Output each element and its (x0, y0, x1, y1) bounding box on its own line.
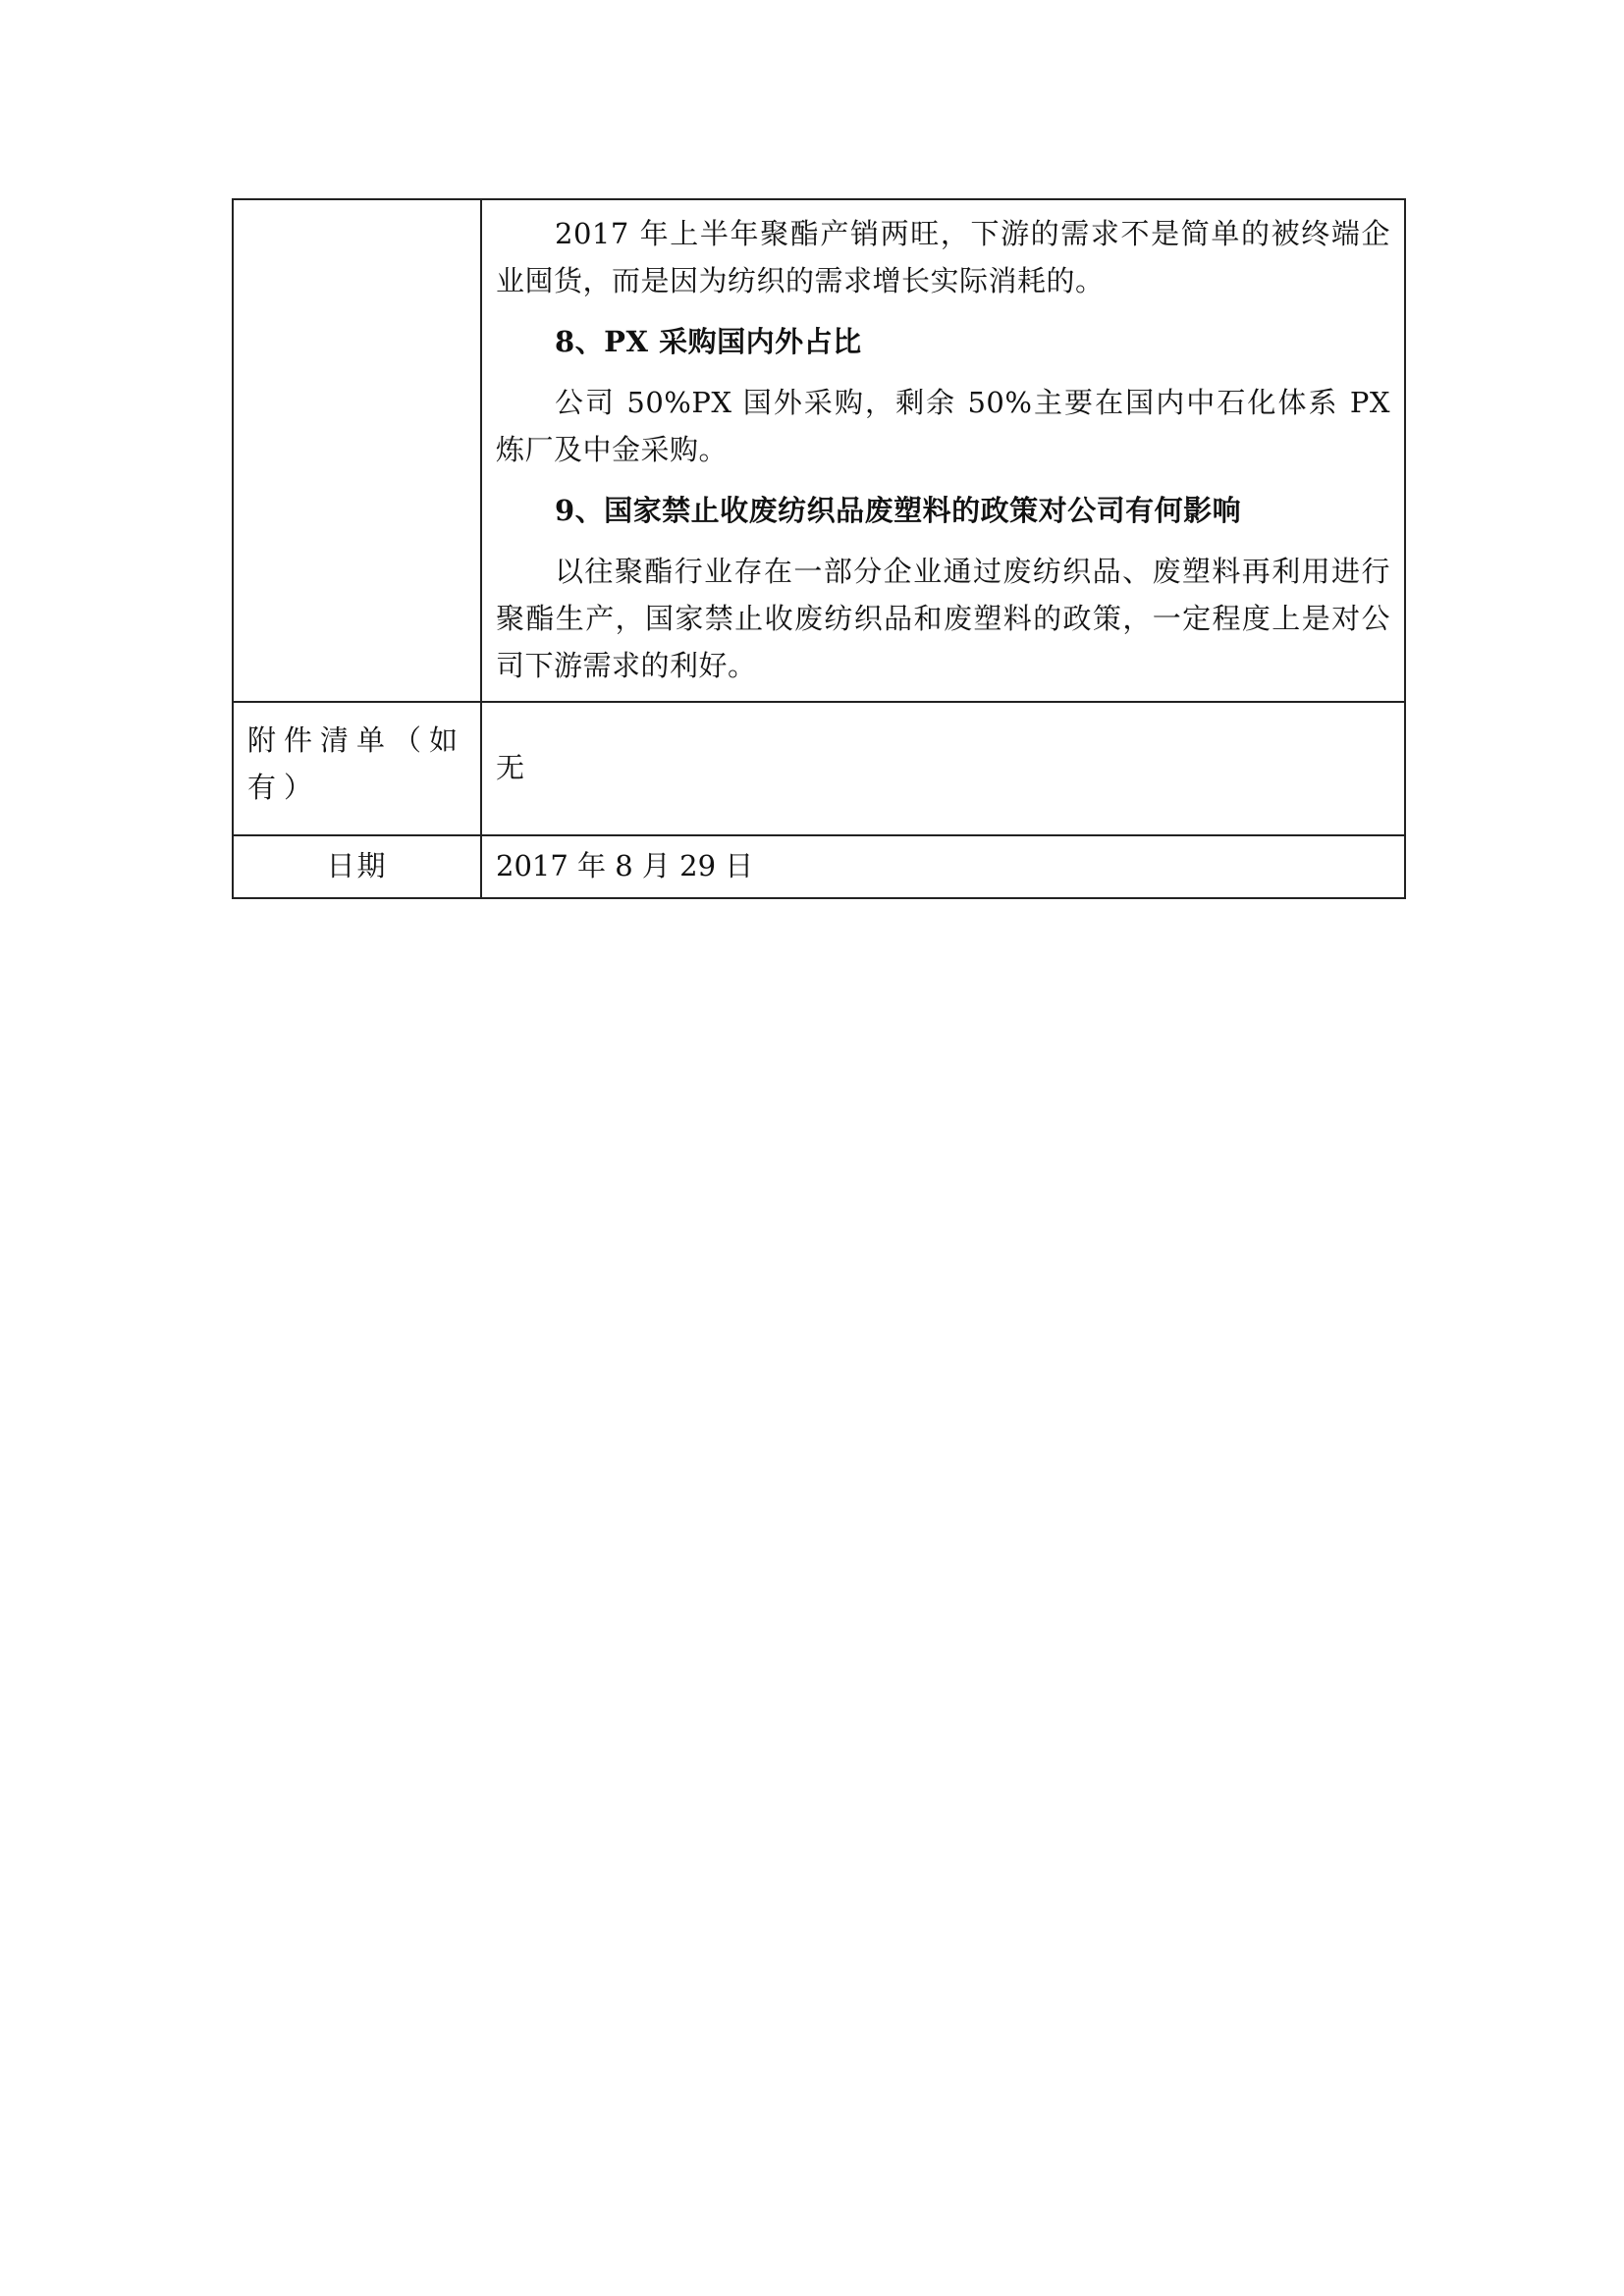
content-row (233, 199, 1405, 702)
paragraph-waste-policy: 以往聚酯行业存在一部分企业通过废纺织品、废塑料再利用进行聚酯生产，国家禁止收废纺织品和废塑料的政策，一定程度上是对公司下游需求的利好。 (496, 555, 1390, 682)
date-value: 2017 年 8 月 29 日 (481, 835, 1405, 898)
heading-px-sourcing: 8、PX 采购国内外占比 (555, 325, 862, 358)
attachments-value: 无 (481, 702, 1405, 835)
paragraph-px-sourcing: 公司 50%PX 国外采购，剩余 50%主要在国内中石化体系 PX 炼厂及中金采购。 (496, 386, 1390, 466)
attachments-row (233, 702, 1405, 835)
empty-label-cell (233, 199, 481, 702)
heading-waste-policy: 9、国家禁止收废纺织品废塑料的政策对公司有何影响 (555, 494, 1242, 527)
date-label: 日期 (233, 835, 481, 898)
investor-relations-record-table (232, 198, 1406, 899)
paragraph-demand: 2017 年上半年聚酯产销两旺，下游的需求不是简单的被终端企业囤货，而是因为纺织的需求增长实际消耗的。 (496, 217, 1390, 297)
date-row (233, 835, 1405, 898)
content-cell (481, 199, 1405, 702)
attachments-label: 附件清单（如有） (233, 702, 481, 835)
